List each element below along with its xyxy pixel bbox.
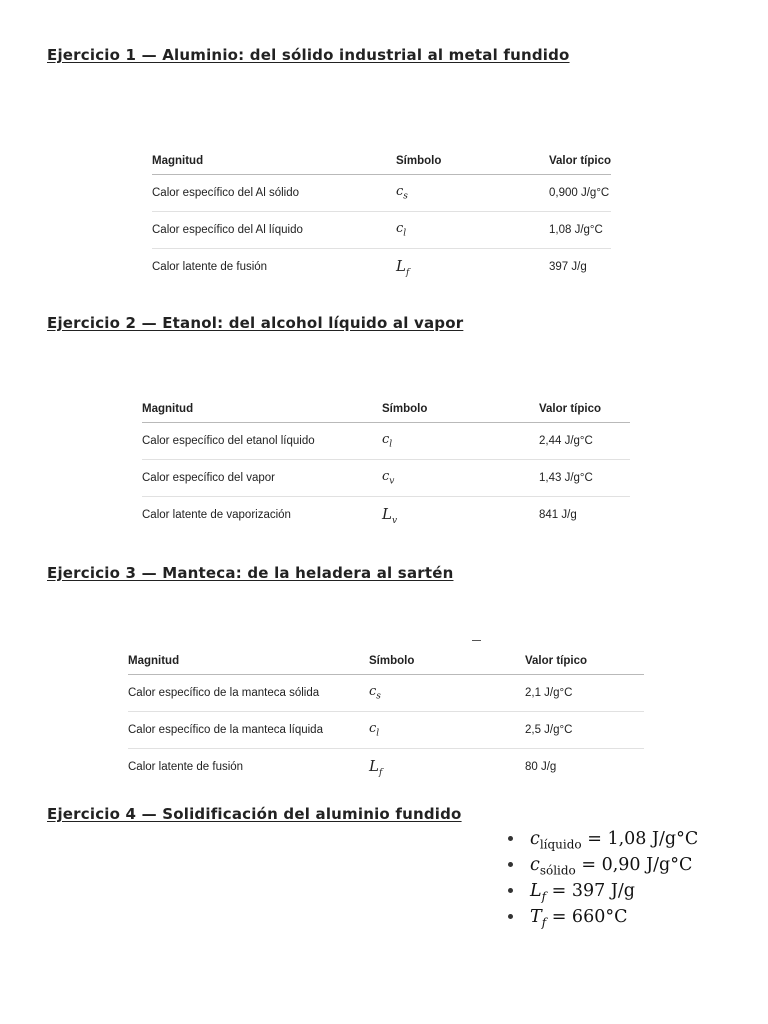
equation-item xyxy=(506,852,698,878)
table-header-row xyxy=(128,648,644,675)
table-row xyxy=(152,249,611,286)
equation-item xyxy=(506,826,698,852)
cell-magnitud: Calor latente de fusión xyxy=(152,261,268,273)
symbol-subscript: s xyxy=(376,691,381,702)
symbol-base: c xyxy=(369,721,377,737)
symbol-base: c xyxy=(382,469,390,485)
symbol-base: L xyxy=(396,256,406,275)
header-simbolo: Símbolo xyxy=(396,155,442,167)
header-magnitud: Magnitud xyxy=(152,155,204,167)
table-row xyxy=(128,675,644,712)
symbol-base: c xyxy=(382,432,390,448)
cell-valor: 2,1 J/g°C xyxy=(525,687,573,699)
equation-symbol: T xyxy=(530,907,542,927)
data-equations-list xyxy=(506,826,698,930)
table-header-row xyxy=(142,396,630,423)
header-valor: Valor típico xyxy=(539,403,601,415)
symbol-subscript: s xyxy=(403,191,408,202)
cell-valor: 2,44 J/g°C xyxy=(539,435,593,447)
equation-value: = 1,08 J/g°C xyxy=(581,829,699,849)
cell-valor: 2,5 J/g°C xyxy=(525,724,573,736)
symbol-base: c xyxy=(396,184,404,200)
cell-simbolo xyxy=(369,749,525,786)
table-row xyxy=(152,212,611,249)
equation-item xyxy=(506,878,698,904)
cell-valor: 0,900 J/g°C xyxy=(549,187,610,199)
equation-symbol: c xyxy=(530,855,540,875)
equation-value: = 397 J/g xyxy=(546,881,635,901)
table-row xyxy=(142,423,630,460)
symbol-base: L xyxy=(369,756,379,775)
equation-item xyxy=(506,904,698,930)
bullet-icon xyxy=(508,888,513,893)
symbol-base: c xyxy=(396,221,404,237)
stray-dash xyxy=(472,640,481,641)
table-row xyxy=(152,175,611,212)
table-2 xyxy=(142,396,630,533)
section-2-heading: Ejercicio 2 — Etanol: del alcohol líquido al vapor xyxy=(47,314,464,332)
cell-simbolo xyxy=(382,460,539,497)
equation-subscript: f xyxy=(541,915,547,930)
cell-magnitud: Calor específico de la manteca líquida xyxy=(128,724,323,736)
equation-value: = 0,90 J/g°C xyxy=(575,855,693,875)
header-magnitud: Magnitud xyxy=(142,403,194,415)
section-3-heading: Ejercicio 3 — Manteca: de la heladera al sartén xyxy=(47,564,454,582)
cell-simbolo xyxy=(369,675,525,712)
cell-simbolo xyxy=(369,712,525,749)
cell-valor: 397 J/g xyxy=(549,261,587,273)
symbol-subscript: v xyxy=(389,476,395,487)
header-valor: Valor típico xyxy=(549,155,611,167)
table-header-row xyxy=(152,148,611,175)
cell-simbolo xyxy=(396,212,549,249)
cell-magnitud: Calor específico de la manteca sólida xyxy=(128,687,320,699)
cell-magnitud: Calor específico del etanol líquido xyxy=(142,435,315,447)
header-valor: Valor típico xyxy=(525,655,587,667)
header-simbolo: Símbolo xyxy=(369,655,415,667)
table-row xyxy=(128,712,644,749)
cell-simbolo xyxy=(396,249,549,286)
table-row xyxy=(142,460,630,497)
symbol-subscript: v xyxy=(391,515,398,526)
section-1-heading: Ejercicio 1 — Aluminio: del sólido industrial al metal fundido xyxy=(47,46,570,64)
cell-magnitud: Calor específico del Al líquido xyxy=(152,224,303,236)
header-magnitud: Magnitud xyxy=(128,655,180,667)
symbol-subscript: f xyxy=(405,267,410,278)
equation-value: = 660°C xyxy=(546,907,628,927)
bullet-icon xyxy=(508,836,513,841)
symbol-subscript: l xyxy=(403,228,407,239)
equation-symbol: L xyxy=(530,881,542,901)
symbol-base: c xyxy=(369,684,377,700)
cell-simbolo xyxy=(382,423,539,460)
cell-magnitud: Calor específico del vapor xyxy=(142,472,275,484)
table-row xyxy=(128,749,644,786)
cell-magnitud: Calor latente de vaporización xyxy=(142,509,291,521)
bullet-icon xyxy=(508,914,513,919)
symbol-base: L xyxy=(382,504,392,523)
cell-valor: 80 J/g xyxy=(525,761,557,773)
symbol-subscript: f xyxy=(378,767,383,778)
symbol-subscript: l xyxy=(389,439,393,450)
section-4-heading: Ejercicio 4 — Solidificación del aluminio fundido xyxy=(47,805,462,823)
header-simbolo: Símbolo xyxy=(382,403,428,415)
bullet-icon xyxy=(508,862,513,867)
equation-subscript: sólido xyxy=(539,863,576,878)
equation-symbol: c xyxy=(530,829,540,849)
cell-valor: 841 J/g xyxy=(539,509,577,521)
cell-magnitud: Calor latente de fusión xyxy=(128,761,244,773)
table-3 xyxy=(128,648,644,785)
cell-simbolo xyxy=(396,175,549,212)
table-1 xyxy=(152,148,611,285)
cell-simbolo xyxy=(382,497,539,534)
equation-subscript: líquido xyxy=(539,837,582,852)
table-row xyxy=(142,497,630,534)
equation-subscript: f xyxy=(541,889,547,904)
cell-valor: 1,08 J/g°C xyxy=(549,224,603,236)
cell-valor: 1,43 J/g°C xyxy=(539,472,593,484)
symbol-subscript: l xyxy=(376,728,380,739)
cell-magnitud: Calor específico del Al sólido xyxy=(152,187,300,199)
